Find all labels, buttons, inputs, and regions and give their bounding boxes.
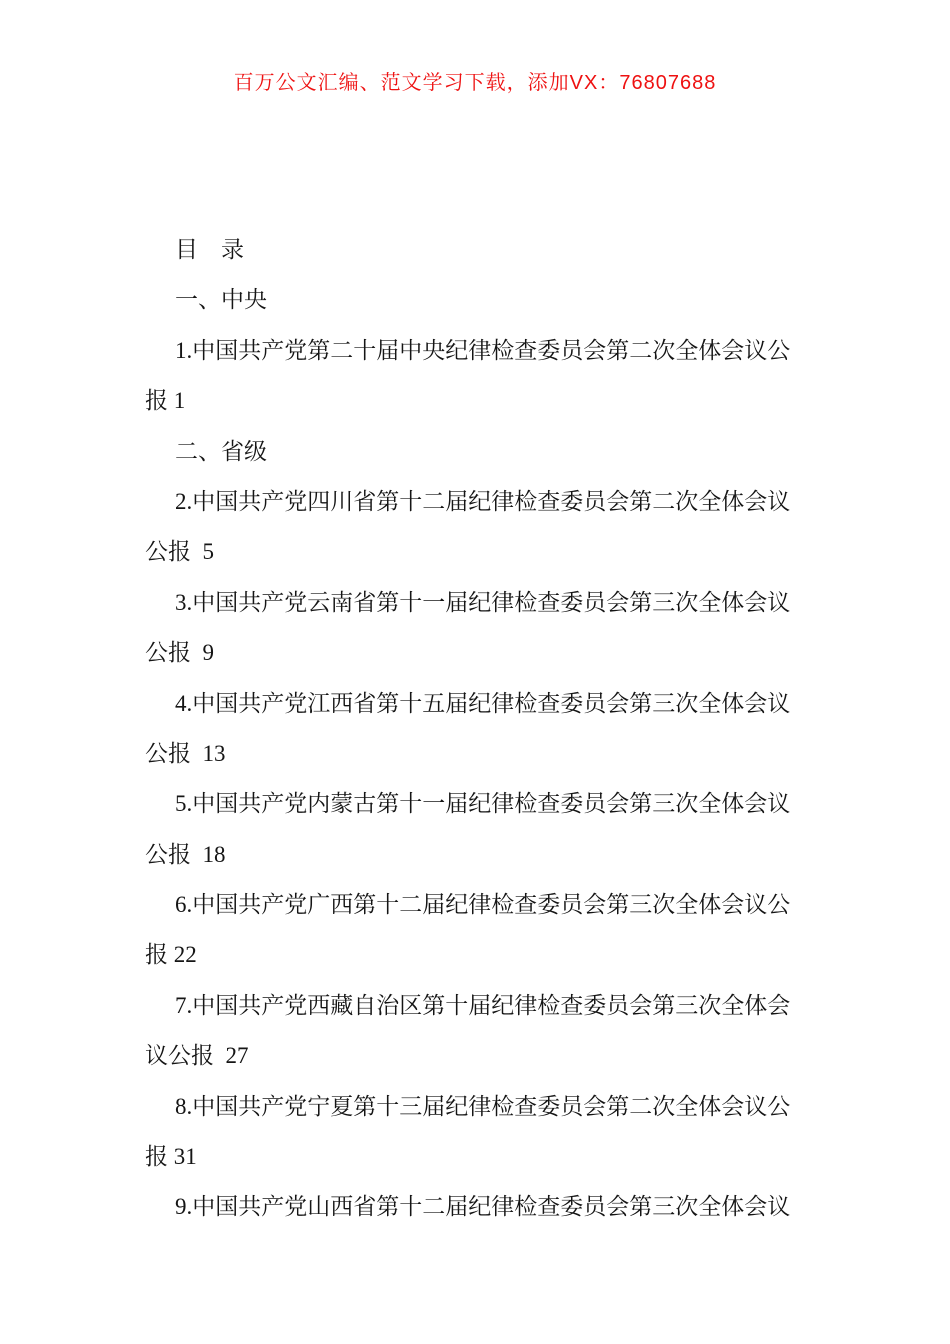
toc-entry-line: 8.中国共产党宁夏第十三届纪律检查委员会第二次全体会议公 — [175, 1093, 791, 1119]
toc-entry-line: 公报 18 — [145, 841, 226, 867]
toc-entry-line: 2.中国共产党四川省第十二届纪律检查委员会第二次全体会议 — [175, 488, 791, 514]
toc-entry-line: 1.中国共产党第二十届中央纪律检查委员会第二次全体会议公 — [175, 337, 791, 363]
toc-title: 目 录 — [175, 237, 244, 262]
toc-entry-line: 报 22 — [145, 942, 197, 968]
toc-entry-line: 3.中国共产党云南省第十一届纪律检查委员会第三次全体会议 — [175, 589, 791, 615]
toc-entry-line: 议公报 27 — [145, 1043, 249, 1069]
toc-entry-line: 6.中国共产党广西第十二届纪律检查委员会第三次全体会议公 — [175, 892, 791, 918]
section-heading-provincial: 二、省级 — [175, 438, 267, 464]
toc-entry-line: 5.中国共产党内蒙古第十一届纪律检查委员会第三次全体会议 — [175, 791, 791, 817]
toc-entry-line: 公报 13 — [145, 740, 226, 766]
section-heading-central: 一、中央 — [175, 287, 267, 313]
toc-entry-line: 7.中国共产党西藏自治区第十届纪律检查委员会第三次全体会 — [175, 992, 791, 1018]
toc-entry-line: 4.中国共产党江西省第十五届纪律检查委员会第三次全体会议 — [175, 690, 791, 716]
toc-entry-line: 公报 9 — [145, 640, 214, 666]
toc-entry-line: 9.中国共产党山西省第十二届纪律检查委员会第三次全体会议 — [175, 1194, 791, 1220]
header-notice: 百万公文汇编、范文学习下载，添加VX：76807688 — [233, 72, 717, 94]
toc-lines — [145, 225, 817, 1233]
toc-entry-line: 报 1 — [145, 388, 186, 414]
toc-entry-line: 报 31 — [145, 1144, 197, 1170]
toc-entry-line: 公报 5 — [145, 539, 214, 565]
